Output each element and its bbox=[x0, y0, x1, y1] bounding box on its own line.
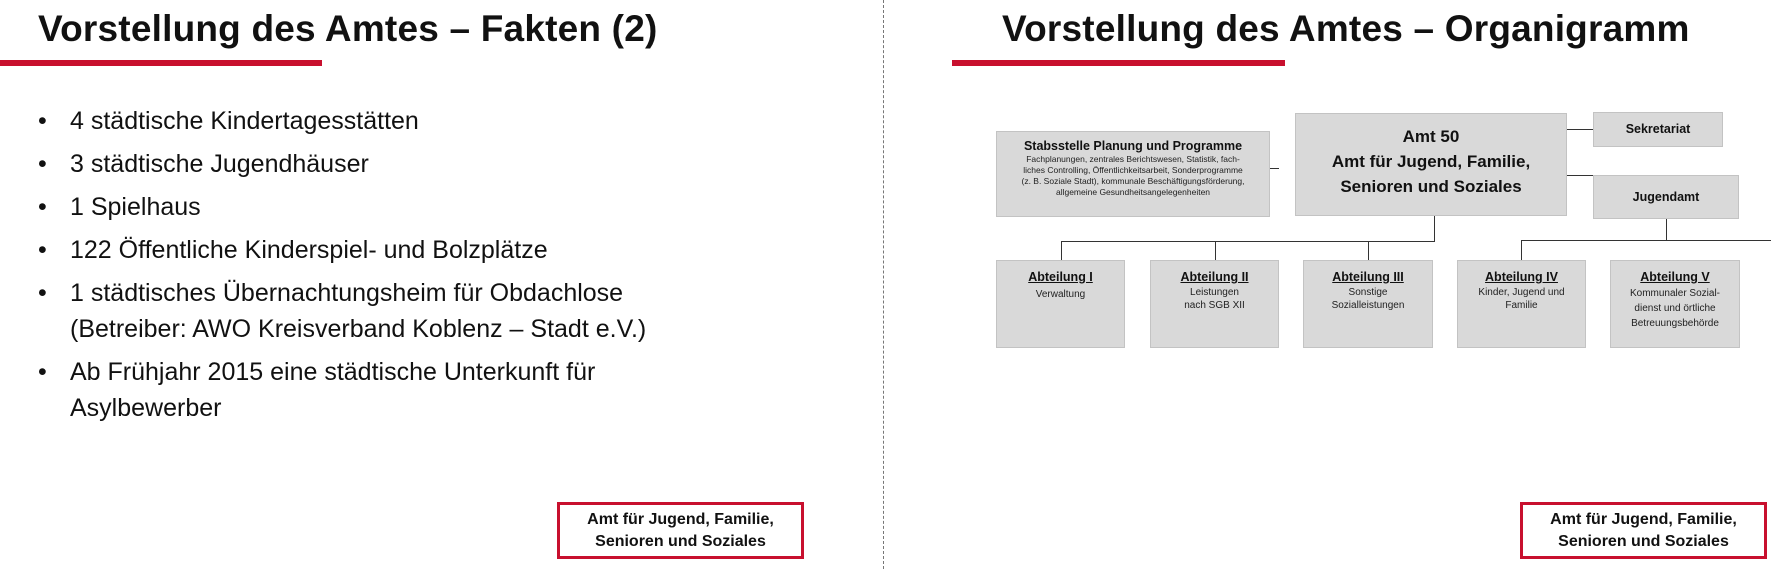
bullet-text-continued: Asylbewerber bbox=[70, 394, 222, 422]
connector-line bbox=[1567, 129, 1593, 130]
connector-line bbox=[1567, 175, 1593, 176]
bullet-text-continued: (Betreiber: AWO Kreisverband Koblenz – Stadt e.V.) bbox=[70, 315, 647, 343]
bullet-text: 3 städtische Jugendhäuser bbox=[70, 150, 369, 178]
org-box-text: (z. B. Soziale Stadt), kommunale Beschäftigungsförderung, bbox=[1021, 176, 1245, 186]
bullet-icon: • bbox=[38, 107, 47, 135]
list-item bbox=[34, 103, 646, 139]
org-box-title: Abteilung II bbox=[1180, 270, 1249, 284]
org-box-text: Leistungen bbox=[1190, 287, 1239, 298]
org-box-title: Abteilung IV bbox=[1485, 270, 1558, 284]
list-item bbox=[34, 189, 646, 225]
org-box-sekretariat: Sekretariat bbox=[1593, 112, 1723, 147]
footer-line: Senioren und Soziales bbox=[595, 532, 766, 550]
org-box-text: Verwaltung bbox=[1035, 289, 1086, 300]
connector-line bbox=[1434, 216, 1435, 242]
bullet-icon: • bbox=[38, 358, 47, 386]
slide-divider bbox=[883, 0, 884, 569]
slide-facts bbox=[0, 0, 882, 569]
list-item bbox=[34, 146, 646, 182]
slide-title: Vorstellung des Amtes – Fakten (2) bbox=[38, 8, 658, 49]
org-box-department bbox=[996, 260, 1125, 348]
org-box-text: Familie bbox=[1505, 300, 1538, 311]
slide-title: Vorstellung des Amtes – Organigramm bbox=[1002, 8, 1690, 49]
org-box-title: Stabsstelle Planung und Programme bbox=[1023, 139, 1243, 153]
connector-line bbox=[1521, 240, 1771, 241]
bullet-icon: • bbox=[38, 236, 47, 264]
org-main-number: Amt 50 bbox=[1402, 127, 1460, 146]
footer-line: Amt für Jugend, Familie, bbox=[587, 510, 774, 528]
list-item bbox=[34, 354, 646, 426]
org-box-text: Kinder, Jugend und bbox=[1478, 287, 1565, 298]
bullet-text: 122 Öffentliche Kinderspiel- und Bolzplätze bbox=[70, 236, 548, 264]
org-box-title: Abteilung V bbox=[1640, 270, 1710, 284]
org-box-text: liches Controlling, Öffentlichkeitsarbeit, Sonderprogramme bbox=[1023, 165, 1243, 175]
footer-line: Senioren und Soziales bbox=[1558, 532, 1729, 550]
bullet-list bbox=[34, 103, 646, 433]
org-box-department bbox=[1303, 260, 1433, 348]
org-box-text: Sozialleistungen bbox=[1331, 300, 1405, 311]
org-main-name: Senioren und Soziales bbox=[1340, 177, 1522, 196]
org-box-text: Betreuungsbehörde bbox=[1631, 318, 1719, 329]
org-box-department bbox=[1150, 260, 1279, 348]
slide-organigram bbox=[885, 0, 1771, 569]
org-box-department bbox=[1610, 260, 1740, 348]
connector-line bbox=[1061, 241, 1062, 260]
org-main-name: Amt für Jugend, Familie, bbox=[1331, 152, 1531, 171]
org-box-stabsstelle bbox=[996, 131, 1270, 217]
connector-line bbox=[1521, 240, 1522, 260]
bullet-icon: • bbox=[38, 279, 47, 307]
connector-line bbox=[1368, 241, 1369, 260]
org-box-text: Kommunaler Sozial- bbox=[1629, 288, 1721, 299]
title-underline bbox=[952, 60, 1285, 66]
bullet-icon: • bbox=[38, 193, 47, 221]
list-item bbox=[34, 232, 646, 268]
connector-line bbox=[1666, 219, 1667, 240]
org-box-text: Sonstige bbox=[1348, 287, 1388, 298]
bullet-text: 4 städtische Kindertagesstätten bbox=[70, 107, 419, 135]
bullet-text: 1 Spielhaus bbox=[70, 193, 201, 221]
connector-line bbox=[1270, 168, 1279, 169]
org-box-main bbox=[1295, 113, 1567, 216]
connector-line bbox=[1215, 241, 1216, 260]
connector-line bbox=[1061, 241, 1435, 242]
org-box-title: Abteilung I bbox=[1028, 270, 1093, 284]
org-box-text: Fachplanungen, zentrales Berichtswesen, Statistik, fach- bbox=[1026, 154, 1240, 164]
bullet-text: Ab Frühjahr 2015 eine städtische Unterkunft für bbox=[70, 358, 596, 386]
org-box-text: nach SGB XII bbox=[1184, 300, 1245, 311]
org-box-text: dienst und örtliche bbox=[1634, 303, 1716, 314]
footer-office-box bbox=[557, 502, 804, 559]
org-box-title: Abteilung III bbox=[1332, 270, 1404, 284]
org-box-text: allgemeine Gesundheitsangelegenheiten bbox=[1055, 187, 1211, 197]
title-underline bbox=[0, 60, 322, 66]
org-box-jugendamt: Jugendamt bbox=[1593, 175, 1739, 219]
org-box-department bbox=[1457, 260, 1586, 348]
bullet-text: 1 städtisches Übernachtungsheim für Obdachlose bbox=[70, 279, 624, 307]
bullet-icon: • bbox=[38, 150, 47, 178]
list-item bbox=[34, 275, 646, 347]
footer-line: Amt für Jugend, Familie, bbox=[1550, 510, 1737, 528]
footer-office-box bbox=[1520, 502, 1767, 559]
